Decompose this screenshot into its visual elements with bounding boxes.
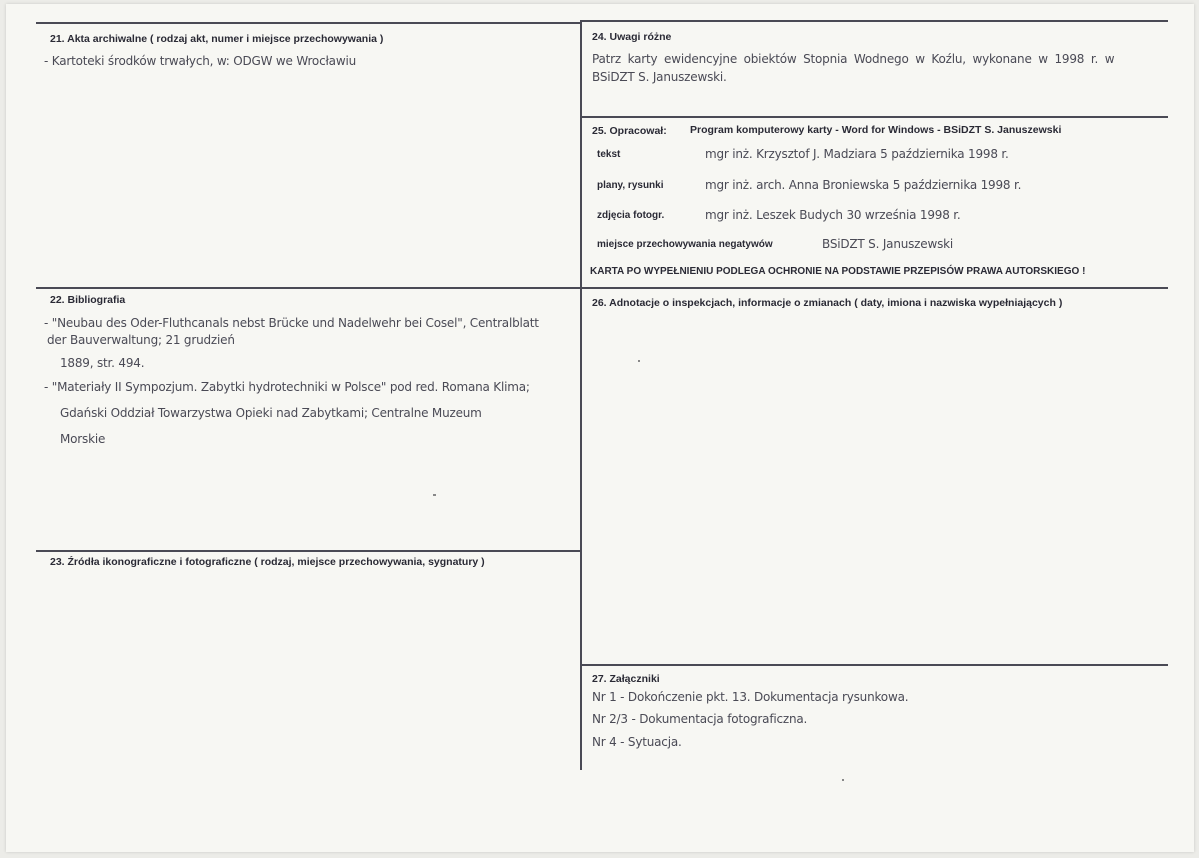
bibliography-line: Morskie: [60, 432, 106, 446]
section-24-line: Patrz karty ewidencyjne obiektów Stopnia Wodnego w Koźlu, wykonane w 1998 r. w: [592, 52, 1115, 66]
divider-22-23: [36, 550, 582, 552]
program-info: Program komputerowy karty - Word for Windows - BSiDZT S. Januszewski: [690, 124, 1062, 136]
attachment-item: Nr 1 - Dokończenie pkt. 13. Dokumentacja rysunkowa.: [592, 690, 909, 704]
bibliography-line: Gdański Oddział Towarzystwa Opieki nad Zabytkami; Centralne Muzeum: [60, 406, 482, 420]
author-row-value: mgr inż. Krzysztof J. Madziara 5 października 1998 r.: [705, 147, 1009, 161]
top-border-right: [580, 20, 1168, 22]
copyright-notice: KARTA PO WYPEŁNIENIU PODLEGA OCHRONIE NA PODSTAWIE PRZEPISÓW PRAWA AUTORSKIEGO !: [590, 266, 1086, 277]
section-22-title: 22. Bibliografia: [50, 294, 126, 306]
section-26-title: 26. Adnotacje o inspekcjach, informacje o zmianach ( daty, imiona i nazwiska wypełniających ): [592, 297, 1063, 309]
author-row-value: BSiDZT S. Januszewski: [822, 237, 954, 251]
speck: [638, 360, 640, 362]
speck: [433, 494, 436, 496]
bibliography-line: 1889, str. 494.: [60, 356, 145, 370]
section-21-title: 21. Akta archiwalne ( rodzaj akt, numer i miejsce przechowywania ): [50, 33, 384, 45]
divider-21-22: [36, 287, 582, 289]
section-23-title: 23. Źródła ikonograficzne i fotograficzne ( rodzaj, miejsce przechowywania, sygnatury ): [50, 556, 485, 568]
attachment-item: Nr 2/3 - Dokumentacja fotograficzna.: [592, 712, 808, 726]
author-row-label: zdjęcia fotogr.: [597, 210, 665, 221]
author-row-value: mgr inż. arch. Anna Broniewska 5 października 1998 r.: [705, 178, 1022, 192]
bibliography-line: - "Materiały II Sympozjum. Zabytki hydrotechniki w Polsce" pod red. Romana Klima;: [44, 380, 530, 394]
author-row-value: mgr inż. Leszek Budych 30 września 1998 r.: [705, 208, 961, 222]
divider-25-26: [580, 287, 1168, 289]
section-24-line: BSiDZT S. Januszewski.: [592, 70, 727, 84]
center-divider: [580, 20, 582, 770]
top-border-left: [36, 22, 582, 24]
section-27-title: 27. Załączniki: [592, 673, 660, 685]
section-21-line: - Kartoteki środków trwałych, w: ODGW we Wrocławiu: [44, 54, 356, 68]
section-24-title: 24. Uwagi różne: [592, 31, 672, 43]
author-row-label: plany, rysunki: [597, 180, 664, 191]
bibliography-line: - "Neubau des Oder-Fluthcanals nebst Brücke und Nadelwehr bei Cosel", Centralblatt: [44, 316, 539, 330]
author-row-label: tekst: [597, 149, 621, 160]
bibliography-line: der Bauverwaltung; 21 grudzień: [47, 333, 235, 347]
attachment-item: Nr 4 - Sytuacja.: [592, 735, 682, 749]
speck: [842, 779, 844, 781]
divider-26-27: [580, 664, 1168, 666]
divider-24-25: [580, 116, 1168, 118]
author-row-label: miejsce przechowywania negatywów: [597, 239, 773, 250]
section-25-title: 25. Opracował:: [592, 125, 667, 137]
